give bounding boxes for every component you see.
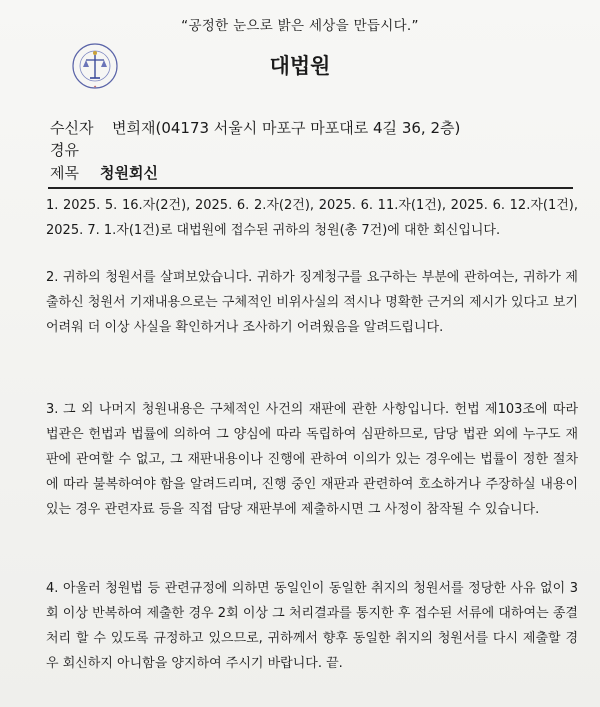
paragraph-text: 아울러 청원법 등 관련규정에 의하면 동일인이 동일한 취지의 청원서를 정당한 사유 없이 3회 이상 반복하여 제출한 경우 2회 이상 그 처리결과를 통지한 후 접수된 서류에 대하여는 종결처리 할 수 있도록 규정하고 있으므로, 귀하께서 향후 동일한 취지의 청원서를 다시 제출할 경우 회신하지 아니함을 양지하여 주시기 바랍니다. 끝. (46, 581, 578, 671)
paragraph-number: 3. (46, 402, 59, 417)
paragraph-3 (46, 397, 578, 522)
subject-row (50, 162, 158, 183)
recipient-value: 변희재(04173 서울시 마포구 마포대로 4길 36, 2층) (112, 119, 461, 137)
via-label: 경유 (50, 141, 79, 159)
paragraph-text: 2025. 5. 16.자(2건), 2025. 6. 2.자(2건), 2025. 6. 11.자(1건), 2025. 6. 12.자(1건), 2025. 7. 1.자(1건)로 대법원에 접수된 귀하의 청원(총 7건)에 대한 회신입니다. (46, 198, 578, 238)
paragraph-text: 그 외 나머지 청원내용은 구체적인 사건의 재판에 관한 사항입니다. 헌법 제103조에 따라 법관은 헌법과 법률에 의하여 그 양심에 따라 독립하여 심판하므로, 담당 법관 외에 누구도 재판에 관여할 수 없고, 그 재판내용이나 진행에 관하여 이의가 있는 경우에는 법률이 정한 절차에 따라 불복하여야 함을 알려드리며, 진행 중인 재판과 관련하여 호소하거나 주장하실 내용이 있는 경우 관련자료 등을 직접 담당 재판부에 제출하시면 그 사정이 참작될 수 있습니다. (46, 402, 578, 517)
header-divider (48, 187, 573, 189)
slogan: “공정한 눈으로 밝은 세상을 만듭시다.” (181, 18, 419, 34)
subject-label: 제목 (50, 164, 79, 182)
paragraph-number: 4. (46, 581, 59, 596)
paragraph-number: 2. (46, 270, 59, 285)
svg-text:✦: ✦ (93, 84, 97, 89)
paragraph-text: 귀하의 청원서를 살펴보았습니다. 귀하가 징계청구를 요구하는 부분에 관하여는, 귀하가 제출하신 청원서 기재내용으로는 구체적인 비위사실의 적시나 명확한 근거의 제시가 있다고 보기 어려워 더 이상 사실을 확인하거나 조사하기 어려웠음을 알려드립니다. (46, 270, 578, 335)
subject-value: 청원회신 (100, 164, 158, 182)
recipient-row (50, 117, 460, 138)
recipient-label: 수신자 (50, 119, 94, 137)
paragraph-number: 1. (46, 198, 59, 213)
paragraph-2 (46, 265, 578, 340)
paragraph-4 (46, 576, 578, 676)
organization-name: 대법원 (269, 54, 331, 78)
via-row (50, 139, 106, 160)
paragraph-1 (46, 193, 578, 243)
